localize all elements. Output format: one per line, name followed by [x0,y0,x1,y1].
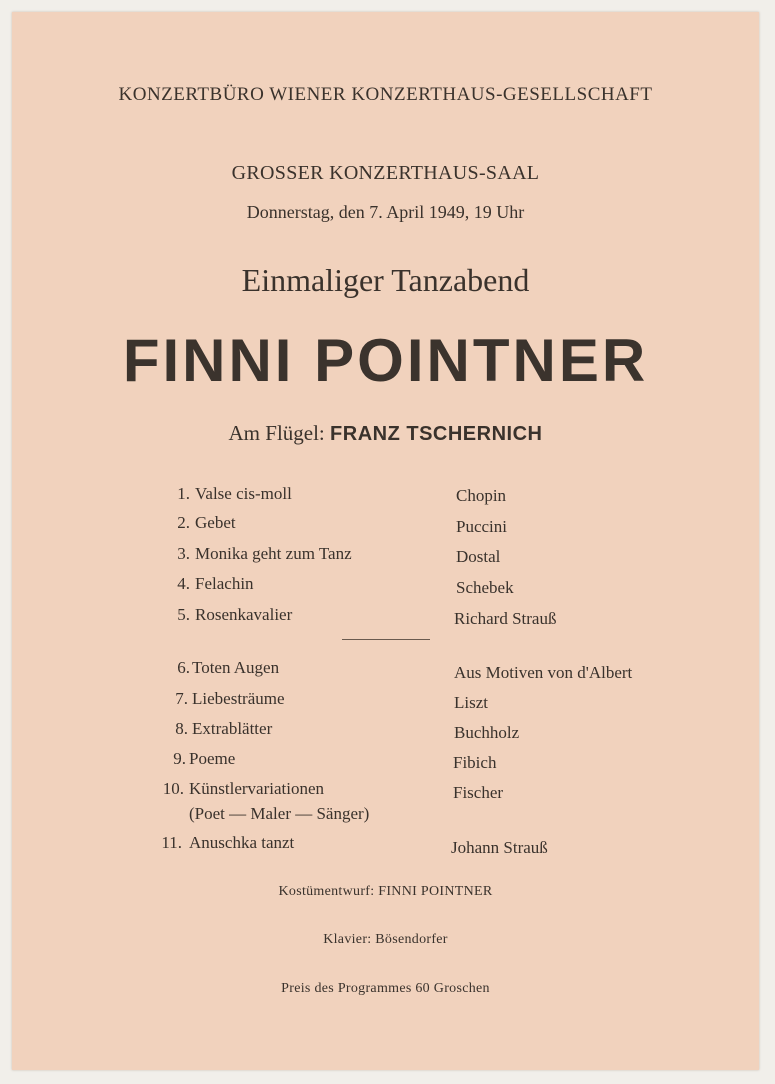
program-piece: Valse cis-moll [195,484,292,503]
program-piece: Extrablätter [192,719,273,738]
program-composer: Aus Motiven von d'Albert [454,663,633,682]
event-date: Donnerstag, den 7. April 1949, 19 Uhr [246,202,525,222]
program-piece: Monika geht zum Tanz [195,544,352,563]
piano-label: Am Flügel: [228,421,325,445]
organizer-header: KONZERTBÜRO WIENER KONZERTHAUS-GESELLSCHAFT [118,84,653,105]
program-piece-subtitle: (Poet — Maler — Sänger) [189,804,370,823]
pianist-name: FRANZ TSCHERNICH [330,423,543,445]
program-piece: Künstlervariationen [189,779,325,798]
program-piece: Anuschka tanzt [189,833,295,852]
program-composer: Richard Strauß [454,609,557,628]
program-number: 9. [173,749,186,768]
program-composer: Buchholz [454,723,520,742]
event-subtitle: Einmaliger Tanzabend [241,262,530,298]
program-piece: Poeme [189,749,236,768]
program-piece: Gebet [195,513,236,532]
program-number: 5. [177,605,190,624]
program-composer: Puccini [456,517,507,536]
instrument-credit: Klavier: Bösendorfer [323,932,448,947]
program-composer: Schebek [456,578,514,597]
program-number: 11. [161,833,182,852]
program-price: Preis des Programmes 60 Groschen [281,981,490,996]
venue-hall: GROSSER KONZERTHAUS-SAAL [231,162,540,184]
program-sheet [12,12,759,1070]
program-number: 3. [177,544,190,563]
program-number: 2. [177,513,190,532]
program-piece: Felachin [195,574,254,593]
piano-accompanist [12,421,759,446]
program-composer: Dostal [456,547,501,566]
program-composer: Johann Strauß [451,838,548,857]
program-composer: Fibich [453,753,497,772]
program-number: 10. [162,779,184,798]
program-composer: Liszt [454,693,488,712]
program-piece: Rosenkavalier [195,605,293,624]
program-number: 1. [177,484,190,503]
costume-credit: Kostümentwurf: FINNI POINTNER [278,884,493,899]
section-divider [342,639,430,640]
program-number: 8. [175,719,188,738]
program-number: 6. [177,658,190,677]
program-composer: Chopin [456,486,507,505]
program-composer: Fischer [453,783,504,802]
program-piece: Liebesträume [192,689,285,708]
program-piece: Toten Augen [192,658,280,677]
program-number: 7. [175,689,188,708]
program-number: 4. [177,574,190,593]
performer-title: FINNI POINTNER [122,327,649,394]
